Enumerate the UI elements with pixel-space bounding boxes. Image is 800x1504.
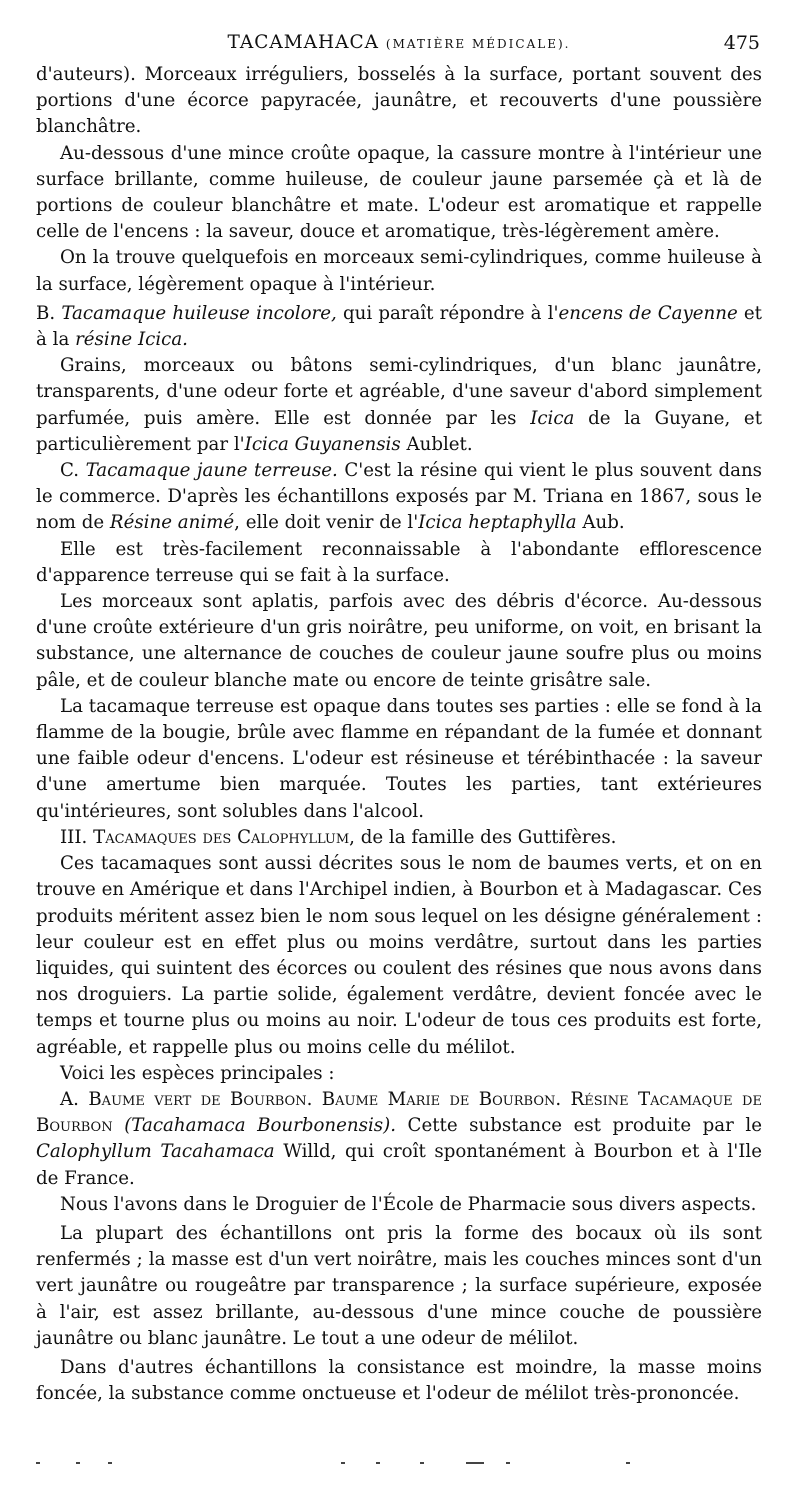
paragraph: d'auteurs). Morceaux irréguliers, bosselés à la surface, portant souvent des portions d'une écorce papyracée, jaunâtre, et recouverts d'une poussière blanchâtre. <box>36 64 762 138</box>
section-letter: B. <box>36 302 56 324</box>
body-text <box>36 62 762 1407</box>
speck <box>76 1462 80 1464</box>
section-c-heading <box>36 458 762 537</box>
paragraph: Les morceaux sont aplatis, parfois avec des débris d'écorce. Au-dessous d'une croûte extérieure d'un gris noirâtre, peu uniforme, on voit, en brisant la substance, une alternance de couches de couleur jaune soufre plus ou moins pâle, et de couleur blanche mate ou encore de teinte grisâtre sale. <box>36 591 762 691</box>
term: Icica heptaphylla <box>418 512 577 534</box>
paragraph: Nous l'avons dans le Droguier de l'École de Pharmacie sous divers aspects. <box>60 1193 757 1215</box>
term: encens de Cayenne <box>558 302 738 324</box>
term: Icica <box>530 407 575 429</box>
paragraph-text: de la Guyane, et particulièrement par l' <box>36 407 763 455</box>
speck <box>506 1462 510 1464</box>
print-specks <box>36 1462 762 1466</box>
section-title: Tacamaque huileuse incolore, <box>61 302 337 324</box>
paragraph-text: Aublet. <box>400 433 473 455</box>
paragraph: Voici les espèces principales : <box>60 1062 335 1084</box>
paragraph: Au-dessous d'une mince croûte opaque, la cassure montre à l'intérieur une surface brillante, comme huileuse, de couleur jaune parsemée çà et là de portions de couleur blanchâtre et mate. L'odeur est aromatique et rappelle celle de l'encens : la saveur, douce et aromatique, très-légèrement amère. <box>36 142 762 243</box>
term: Calophyllum Tacahamaca <box>36 1141 275 1163</box>
speck <box>466 1462 484 1464</box>
section-text: C'est la résine qui vient le plus souvent dans le commerce. D'après les échantillons exposés par M. Triana en 1867, sous le nom de <box>36 460 762 534</box>
paragraph: La tacamaque terreuse est opaque dans toutes ses parties : elle se fond à la flamme de la bougie, brûle avec flamme en répandant de la fumée et donnant une faible odeur d'encens. L'odeur est résineuse et térébinthacée : la saveur d'une amertume bien marquée. Toutes les parties, tant extérieures qu'intérieures, sont solubles dans l'alcool. <box>36 695 762 822</box>
running-title-sub: (MATIÈRE MÉDICALE). <box>385 37 571 51</box>
section-title: Tacamaque jaune terreuse. <box>85 460 338 482</box>
page-number: 475 <box>723 32 760 54</box>
speck <box>108 1462 112 1464</box>
term: résine Icica. <box>75 329 188 351</box>
paragraph: Ces tacamaques sont aussi décrites sous le nom de baumes verts, et on en trouve en Amérique et dans l'Archipel indien, à Bourbon et à Madagascar. Ces produits méritent assez bien le nom sous lequel on les désigne généralement : leur couleur est en effet plus ou moins verdâtre, surtout dans les parties liquides, qui suintent des écorces ou coulent des résines que nous avons dans nos droguiers. La partie solide, également verdâtre, devient foncée avec le temps et tourne plus ou moins au noir. L'odeur de tous ces produits est forte, agréable, et rappelle plus ou moins celle du mélilot. <box>36 853 762 1058</box>
section-text: , elle doit venir de l' <box>234 512 419 534</box>
section-name: Résine Tacamaque de Bourbon <box>36 1088 762 1137</box>
speck <box>626 1462 630 1464</box>
paragraph <box>36 353 762 458</box>
term: Icica Guyanensis <box>244 433 401 455</box>
paragraph: Dans d'autres échantillons la consistance est moindre, la masse moins foncée, la substance comme onctueuse et l'odeur de mélilot très-prononcée. <box>36 1356 762 1405</box>
section-name: Baume vert de Bourbon. <box>88 1088 313 1110</box>
section-title: Tacamaques des Calophyllum, <box>93 826 355 848</box>
section-letter: C. <box>60 460 80 482</box>
speck <box>420 1462 424 1464</box>
section-numeral: III. <box>60 826 88 848</box>
section-letter: A. <box>60 1088 79 1110</box>
paragraph: Elle est très-facilement reconnaissable à l'abondante efflorescence d'apparence terreuse qui se fait à la surface. <box>36 538 762 586</box>
section-text: Cette substance est produite par le <box>395 1115 762 1137</box>
section-b-heading <box>36 301 762 353</box>
running-title <box>36 32 762 53</box>
section-text: Aub. <box>576 512 625 534</box>
paragraph: On la trouve quelquefois en morceaux semi-cylindriques, comme huileuse à la surface, légèrement opaque à l'intérieur. <box>36 247 762 295</box>
paragraph-text: Grains, morceaux ou bâtons semi-cylindriques, d'un blanc jaunâtre, transparents, d'une odeur forte et agréable, d'une saveur d'abord simplement parfumée, puis amère. Elle est donnée par les <box>36 355 762 429</box>
speck <box>36 1462 40 1464</box>
section-a-heading <box>36 1087 762 1192</box>
section-text: et à la <box>36 302 762 351</box>
speck <box>376 1462 380 1464</box>
term: Résine animé <box>109 512 235 534</box>
section-iii-heading <box>36 825 762 851</box>
paragraph: La plupart des échantillons ont pris la forme des bocaux où ils sont renfermés ; la masse est d'un vert noirâtre, mais les couches minces sont d'un vert jaunâtre ou rougeâtre par transparence ; la surface supérieure, exposée à l'air, est assez brillante, au-dessous d'une mince couche de poussière jaunâtre ou blanc jaunâtre. Le tout a une odeur de mélilot. <box>36 1222 762 1349</box>
section-name: Baume Marie de Bourbon. <box>321 1088 562 1110</box>
section-text: de la famille des Guttifères. <box>354 826 617 848</box>
running-head <box>36 28 762 62</box>
section-text: Willd, qui croît spontanément à Bourbon et à l'Ile de France. <box>36 1141 762 1189</box>
running-title-main: TACAMAHACA <box>227 32 380 53</box>
section-text: qui paraît répondre à l' <box>336 302 559 324</box>
latin-name: (Tacahamaca Bourbonensis). <box>124 1115 396 1137</box>
speck <box>341 1462 345 1464</box>
